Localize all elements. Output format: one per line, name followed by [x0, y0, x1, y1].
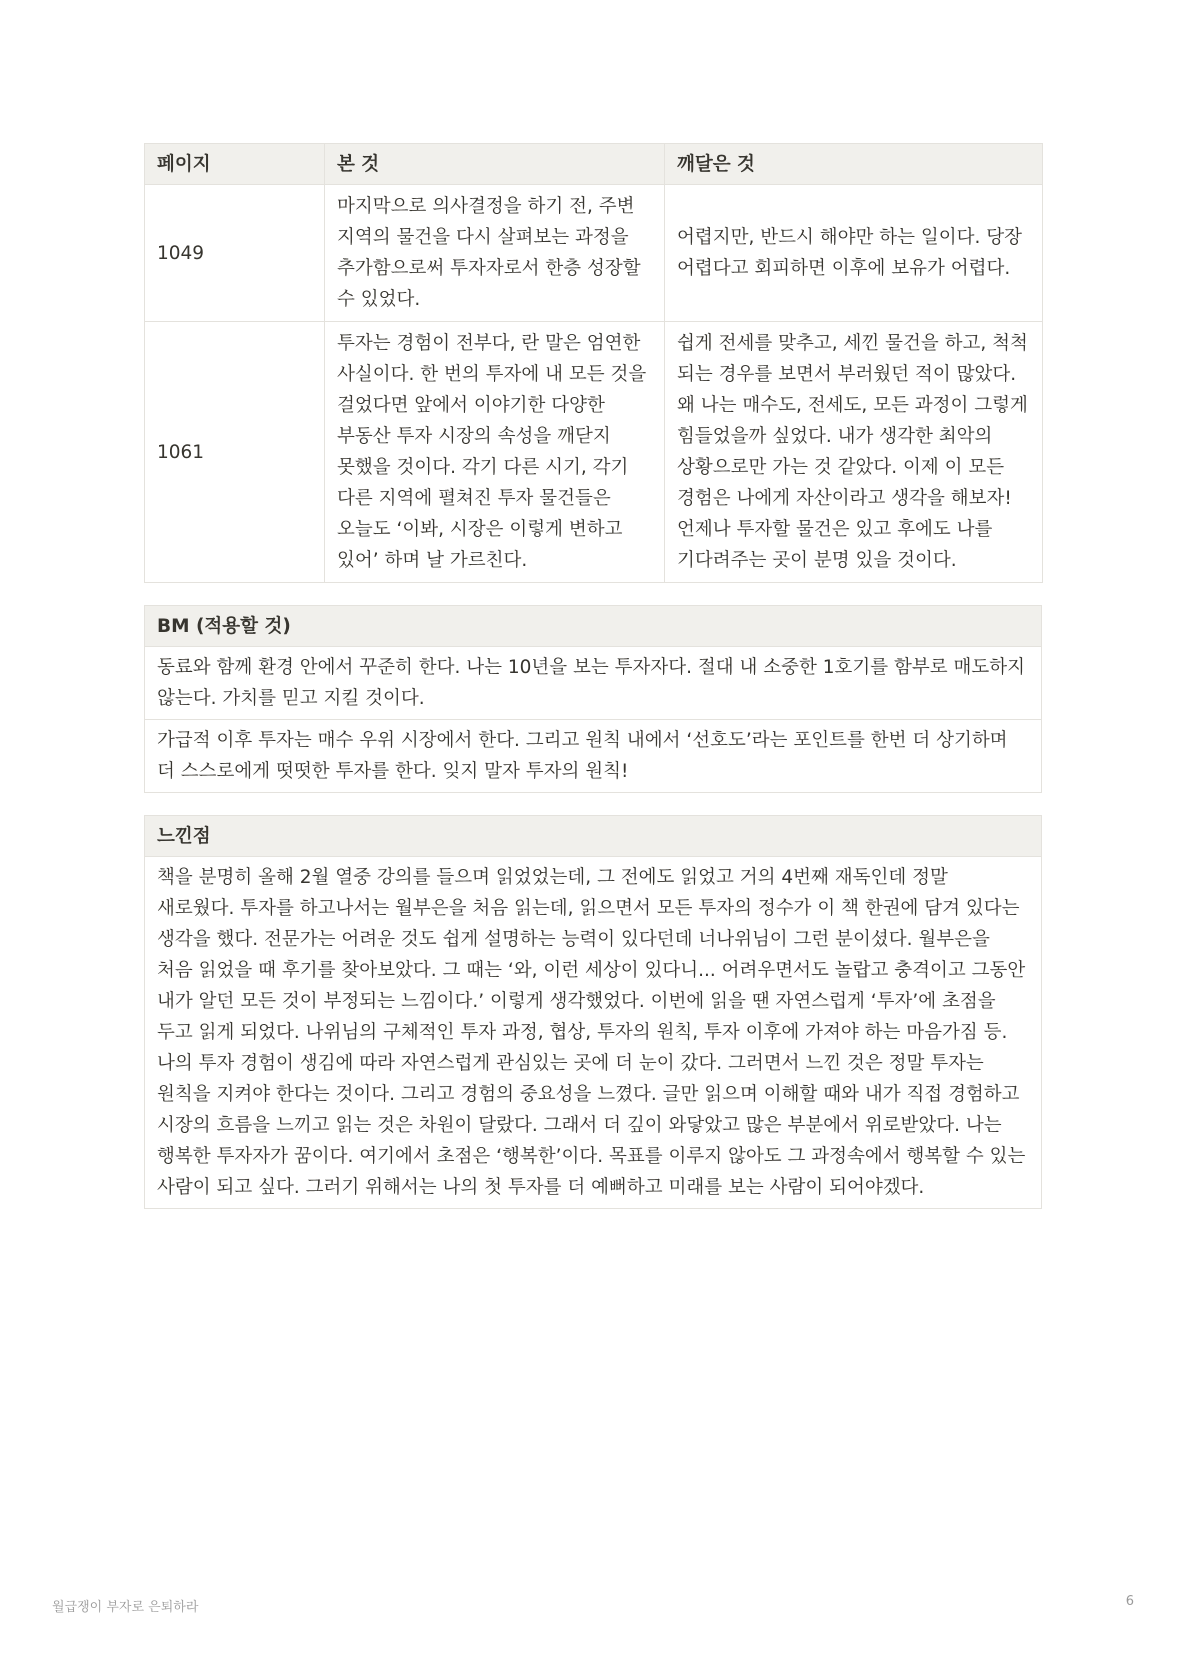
- table-row: [145, 322, 1043, 583]
- bm-section-table: [144, 605, 1042, 793]
- footer-book-title: 월급쟁이 부자로 은퇴하라: [52, 1600, 199, 1615]
- list-item: [145, 720, 1042, 793]
- table-row: [145, 185, 1043, 322]
- document-content: [144, 143, 1042, 1209]
- bm-section-title: BM (적용할 것): [145, 606, 1042, 647]
- list-item: [145, 647, 1042, 720]
- header-learned: 깨달은 것: [665, 144, 1043, 185]
- feelings-body-text: 책을 분명히 올해 2월 열중 강의를 들으며 읽었었는데, 그 전에도 읽었고 거의 4번째 재독인데 정말 새로웠다. 투자를 하고나서는 월부은을 처음 읽는데, 읽으면서 모든 투자의 정수가 이 책 한권에 담겨 있다는 생각을 했다. 전문가는 어려운 것도 쉽게 설명하는 능력이 있다던데 너나위님이 그런 분이셨다. 월부은을 처음 읽었을 때 후기를 찾아보았다. 그 때는 ‘와, 이런 세상이 있다니... 어려우면서도 놀랍고 충격이고 그동안 내가 알던 모든 것이 부정되는 느낌이다.’ 이렇게 생각했었다. 이번에 읽을 땐 자연스럽게 ‘투자’에 초점을 두고 읽게 되었다. 나위님의 구체적인 투자 과정, 협상, 투자의 원칙, 투자 이후에 가져야 하는 마음가짐 등. 나의 투자 경험이 생김에 따라 자연스럽게 관심있는 곳에 더 눈이 갔다. 그러면서 느낀 것은 정말 투자는 원칙을 지켜야 한다는 것이다. 그리고 경험의 중요성을 느꼈다. 글만 읽으며 이해할 때와 내가 직접 경험하고 시장의 흐름을 느끼고 읽는 것은 차원이 달랐다. 그래서 더 깊이 와닿았고 많은 부분에서 위로받았다. 나는 행복한 투자자가 꿈이다. 여기에서 초점은 ‘행복한’이다. 목표를 이루지 않아도 그 과정속에서 행복할 수 있는 사람이 되고 싶다. 그러기 위해서는 나의 첫 투자를 더 예뻐하고 미래를 보는 사람이 되어야겠다.: [145, 857, 1042, 1209]
- row-seen-text: 투자는 경험이 전부다, 란 말은 엄연한 사실이다. 한 번의 투자에 내 모든 것을 걸었다면 앞에서 이야기한 다양한 부동산 투자 시장의 속성을 깨닫지 못했을 것이다. 각기 다른 시기, 각기 다른 지역에 펼쳐진 투자 물건들은 오늘도 ‘이봐, 시장은 이렇게 변하고 있어’ 하며 날 가르친다.: [325, 322, 665, 583]
- row-learned-text: 어렵지만, 반드시 해야만 하는 일이다. 당장 어렵다고 회피하면 이후에 보유가 어렵다.: [665, 185, 1043, 322]
- row-learned-text: 쉽게 전세를 맞추고, 세낀 물건을 하고, 척척 되는 경우를 보면서 부러웠던 적이 많았다. 왜 나는 매수도, 전세도, 모든 과정이 그렇게 힘들었을까 싶었다. 내가 생각한 최악의 상황으로만 가는 것 같았다. 이제 이 모든 경험은 나에게 자산이라고 생각을 해보자! 언제나 투자할 물건은 있고 후에도 나를 기다려주는 곳이 분명 있을 것이다.: [665, 322, 1043, 583]
- header-seen: 본 것: [325, 144, 665, 185]
- header-page: 페이지: [145, 144, 325, 185]
- row-page-number: 1049: [145, 185, 325, 322]
- feelings-section-table: [144, 815, 1042, 1209]
- reading-notes-table: [144, 143, 1043, 583]
- table-header-row: [145, 144, 1043, 185]
- row-page-number: 1061: [145, 322, 325, 583]
- row-seen-text: 마지막으로 의사결정을 하기 전, 주변 지역의 물건을 다시 살펴보는 과정을 추가함으로써 투자자로서 한층 성장할 수 있었다.: [325, 185, 665, 322]
- footer-page-number: 6: [1125, 1594, 1134, 1609]
- feelings-section-title: 느낀점: [145, 816, 1042, 857]
- bm-item-text: 가급적 이후 투자는 매수 우위 시장에서 한다. 그리고 원칙 내에서 ‘선호도’라는 포인트를 한번 더 상기하며 더 스스로에게 떳떳한 투자를 한다. 잊지 말자 투자의 원칙!: [145, 720, 1042, 793]
- bm-item-text: 동료와 함께 환경 안에서 꾸준히 한다. 나는 10년을 보는 투자자다. 절대 내 소중한 1호기를 함부로 매도하지 않는다. 가치를 믿고 지킬 것이다.: [145, 647, 1042, 720]
